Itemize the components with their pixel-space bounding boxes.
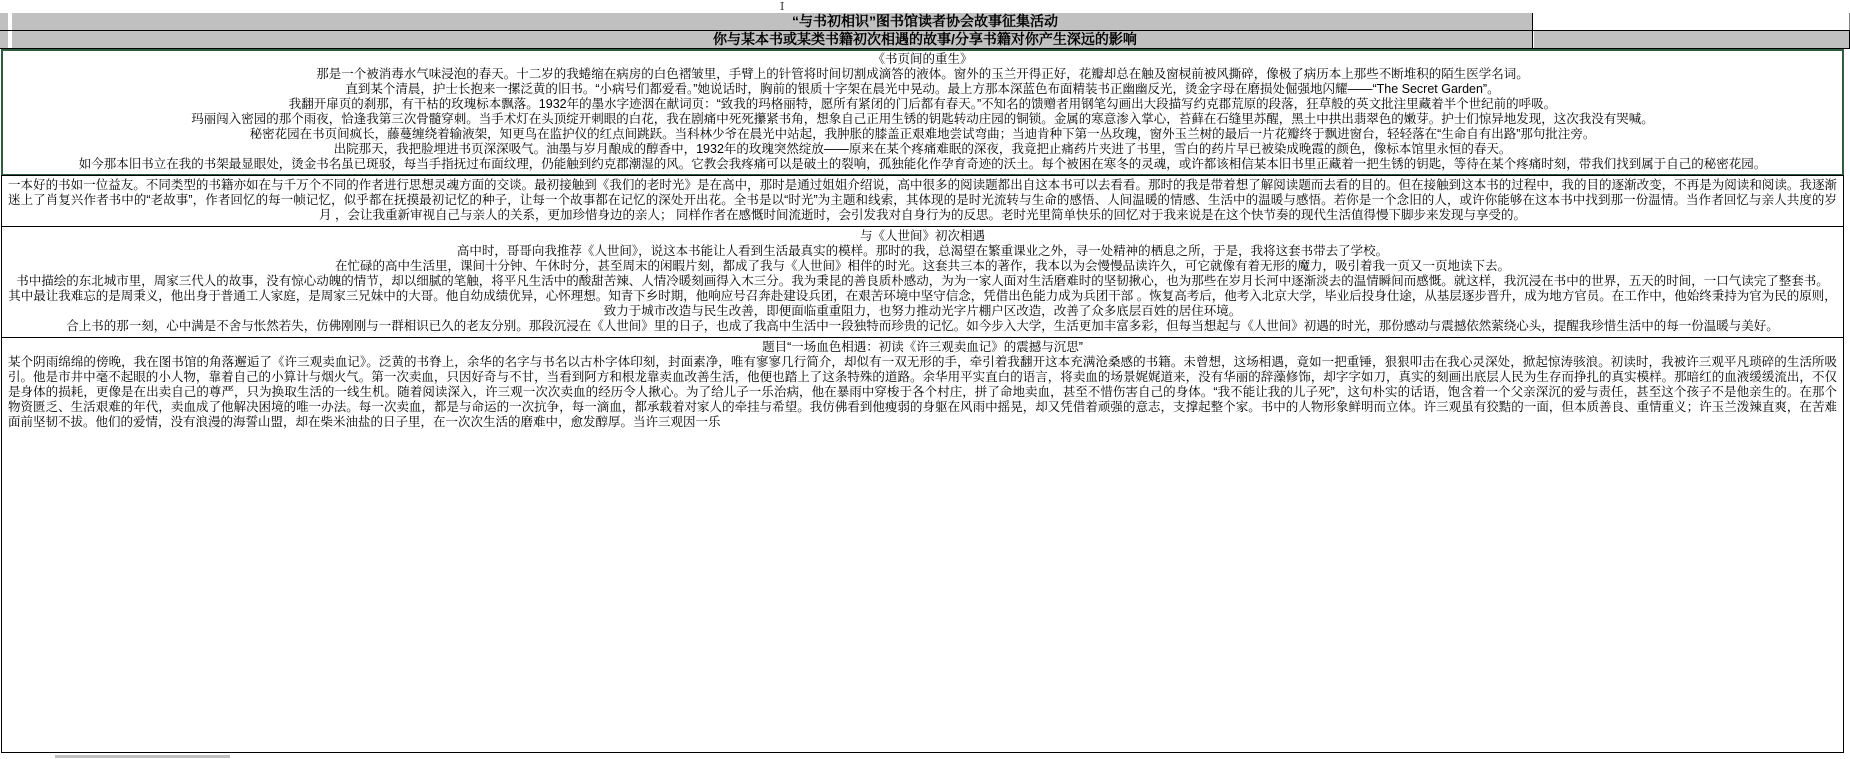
story-section-rebirth[interactable] — [1, 49, 1844, 176]
story-paragraph[interactable]: 高中时，哥哥向我推荐《人世间》，说这本书能让人看到生活最真实的模样。那时的我，总渴望在繁重课业之外，寻一处精神的栖息之所，于是，我将这套书带去了学校。 — [456, 244, 1389, 258]
story-paragraph[interactable]: 那是一个被消毒水气味浸泡的春天。十二岁的我蜷缩在病房的白色褶皱里，手臂上的针管将时间切割成滴答的液体。窗外的玉兰开得正好，花瓣却总在触及窗棂前被风撕碎，像极了病历本上那些不断堆积的陌生医学名词。 — [316, 67, 1529, 81]
clipped-next-row — [0, 753, 1850, 759]
top-margin-strip — [0, 0, 1850, 13]
subtitle-row-right-cell — [1534, 31, 1850, 48]
story-paragraph[interactable]: 秘密花园在书页间疯长，藤蔓缠绕着输液架，知更鸟在监护仪的红点间跳跃。当科林少爷在晨光中站起，我肿胀的膝盖正艰难地尝试弯曲；当迪肯种下第一丛玫瑰，窗外玉兰树的最后一片花瓣终于飘进窗台，轻轻落在“生命自有出路”那句批注旁。 — [249, 127, 1596, 141]
story-paragraph[interactable]: 合上书的那一刻，心中满是不舍与怅然若失，仿佛刚刚与一群相识已久的老友分别。那段沉浸在《人世间》里的日子，也成了我高中生活中一段独特而珍贵的记忆。如今步入大学，生活更加丰富多彩，但每当想起与《人世间》初遇的时光，那份感动与震撼依然萦绕心头，提醒我珍惜生活中的每一份温暖与美好。 — [66, 319, 1779, 333]
story-paragraph[interactable]: 我翻开扉页的刹那，有干枯的玫瑰标本飘落。1932年的墨水字迹洇在献词页：“致我的玛格丽特，愿所有紧闭的门后都有春天。”不知名的馈赠者用钢笔勾画出大段描写约克郡荒原的段落，狂草般的英文批注里藏着半个世纪前的呼吸。 — [288, 97, 1557, 111]
title-row-empty-cell — [1534, 13, 1850, 30]
story-section-old-times[interactable] — [1, 175, 1844, 227]
title-cell-background — [12, 13, 1533, 30]
partial-row-fragment — [55, 755, 230, 758]
row-stub — [0, 31, 10, 48]
activity-subtitle[interactable]: 你与某本书或某类书籍初次相遇的故事/分享书籍对你产生深远的影响 — [713, 31, 1137, 47]
story-paragraph[interactable]: 在忙碌的高中生活里，课间十分钟、午休时分，甚至周末的闲暇片刻，都成了我与《人世间》相伴的时光。这套共三本的著作，我本以为会慢慢品读许久，可它就像有着无形的魔力，吸引着我一页又一页地读下去。 — [334, 259, 1510, 273]
story-paragraph[interactable]: 一本好的书如一位益友。不同类型的书籍亦如在与千万个不同的作者进行思想灵魂方面的交谈。最初接触到《我们的老时光》是在高中，那时是通过姐姐介绍说，高中很多的阅读题都出自这本书可以去看看。那时的我是带着想了解阅读题而去看的目的。但在接触到这本书的过程中，我的目的逐渐改变，不再是为阅读和阅读。我逐渐迷上了肖复兴作者书中的“老故事”，作者回忆的每一帧记忆，似乎都在抚摸最初记忆的种子，让每一个故事都在记忆的深处开出花。全书是以“时光”为主题和线索，其体现的是时光流转与生命的感悟、人间温暖的情感、生活中的温暖与感悟。若你是一个念旧的人，或许你能够在这本书中找到那一份温情。当作者回忆与亲人共度的岁月 ，会让我重新审视自己与亲人的关系，更加珍惜身边的亲人； 同样作者在感慨时间流逝时，会引发我对自身行为的反思。老时光里简单快乐的回忆对于我来说是在这个快节奏的现代生活值得慢下脚步来发现与享受的。 — [8, 178, 1837, 222]
story-paragraph[interactable]: 书中描绘的东北城市里，周家三代人的故事，没有惊心动魄的情节，却以细腻的笔触，将平凡生活中的酸甜苦辣、人情冷暖刻画得入木三分。我为秉昆的善良质朴感动，为为一家人面对生活磨难时的坚韧揪心，也为那些在岁月长河中逐渐淡去的温情瞬间而感慨。就这样，我沉浸在书中的世界，五天的时间，一口气读完了整套书。 — [16, 274, 1829, 288]
activity-subtitle-bar — [0, 31, 1850, 49]
story-paragraph[interactable]: 如今那本旧书立在我的书架最显眼处，烫金书名虽已斑驳，每当手指抚过布面纹理，仍能触到约克郡潮湿的风。它教会我疼痛可以是破土的裂响，孤独能化作孕育奇迹的沃土。每个被困在寒冬的灵魂，或许都该相信某本旧书里正藏着一把生锈的钥匙，等待在某个疼痛时刻，带我们找到属于自己的秘密花园。 — [78, 157, 1767, 171]
story-paragraph[interactable]: 出院那天，我把脸埋进书页深深吸气。油墨与岁月酿成的醇香中，1932年的玫瑰突然绽放——原来在某个疼痛难眠的深夜，我竟把止痛药片夹进了书里，雪白的药片早已被染成晚霞的颜色，像标本馆里永恒的春天。 — [333, 142, 1512, 156]
story-paragraph[interactable]: 其中最让我难忘的是周秉义，他出身于普通工人家庭，是周家三兄妹中的大哥。他自幼成绩优异，心怀理想。知青下乡时期，他响应号召奔赴建设兵团，在艰苦环境中坚守信念，凭借出色能力成为兵团干部 。恢复高考后，他考入北京大学，毕业后投身仕途，从基层逐步晋升，成为地方官员。在工作中，他始终秉持为官为民的原则，致力于城市改造与民生改善，即便面临重重阻力，也努力推动光字片棚户区改造，改善了众多底层百姓的居住环境。 — [8, 289, 1837, 318]
story-title[interactable]: 题目“一场血色相遇：初读《许三观卖血记》的震撼与沉思” — [762, 340, 1083, 354]
story-section-renshijian[interactable] — [1, 226, 1844, 338]
story-paragraph[interactable]: 某个阴雨绵绵的傍晚，我在图书馆的角落邂逅了《许三观卖血记》。泛黄的书脊上，余华的名字与书名以古朴字体印刻，封面素净，唯有寥寥几行简介，却似有一双无形的手，牵引着我翻开这本充满沧桑感的书籍。未曾想，这场相遇，竟如一把重锤，狠狠叩击在我心灵深处，掀起惊涛骇浪。初读时，我被许三观平凡琐碎的生活所吸引。他是市井中毫不起眼的小人物，靠着自己的小算计与烟火气。第一次卖血，只因好奇与不甘，当看到阿方和根龙靠卖血改善生活，他便也踏上了这条特殊的道路。余华用平实直白的语言，将卖血的场景娓娓道来，没有华丽的辞藻修饰，却字字如刀，真实的刻画出底层人民为生存而挣扎的真实模样。那暗红的血液缓缓流出，不仅是身体的损耗，更像是在出卖自己的尊严，只为换取生活的一线生机。随着阅读深入，许三观一次次卖血的经历令人揪心。为了给儿子一乐治病，他在暴雨中穿梭于各个村庄，拼了命地卖血，甚至不惜伤害自己的身体。“我不能让我的儿子死”，这句朴实的话语，饱含着一个父亲深沉的爱与责任，甚至这个孩子不是他亲生的。在那个物资匮乏、生活艰难的年代，卖血成了他解决困境的唯一办法。每一次卖血，都是与命运的一次抗争，每一滴血，都承载着对家人的牵挂与希望。我仿佛看到他瘦弱的身躯在风雨中摇晃，却又凭借着顽强的意志，支撑起整个家。书中的人物形象鲜明而立体。许三观虽有狡黠的一面，但本质善良、重情重义；许玉兰泼辣直爽，在苦难面前坚韧不拔。他们的爱情，没有浪漫的海誓山盟，却在柴米油盐的日子里，在一次次生活的磨难中，愈发醇厚。当许三观因一乐 — [8, 355, 1837, 429]
row-stub — [0, 13, 10, 30]
story-paragraph[interactable]: 玛丽闯入密园的那个雨夜，恰逢我第三次骨髓穿刺。当手术灯在头顶绽开刺眼的白花，我在剧痛中死死攥紧书角，想象自己正用生锈的钥匙转动庄园的铜锁。金属的寒意渗入掌心，苔藓在石缝里苏醒，黑土中拱出翡翠色的嫩芽。护士们惊异地发现，这次我没有哭喊。 — [191, 112, 1654, 126]
story-section-xusanguan[interactable] — [1, 337, 1844, 753]
activity-title-bar — [0, 13, 1850, 31]
story-paragraph[interactable]: 直到某个清晨，护士长抱来一摞泛黄的旧书。“小病号们都爱看。”她说话时，胸前的银质十字架在晨光中晃动。最上方那本深蓝色布面精装书正幽幽反光，烫金字母在磨损处倔强地闪耀——“The Secret Garden”。 — [345, 82, 1500, 96]
story-title[interactable]: 《书页间的重生》 — [872, 52, 973, 66]
activity-title[interactable]: “与书初相识”图书馆读者协会故事征集活动 — [792, 13, 1058, 29]
story-title[interactable]: 与《人世间》初次相遇 — [859, 229, 985, 243]
text-cursor-icon: I — [780, 0, 785, 13]
